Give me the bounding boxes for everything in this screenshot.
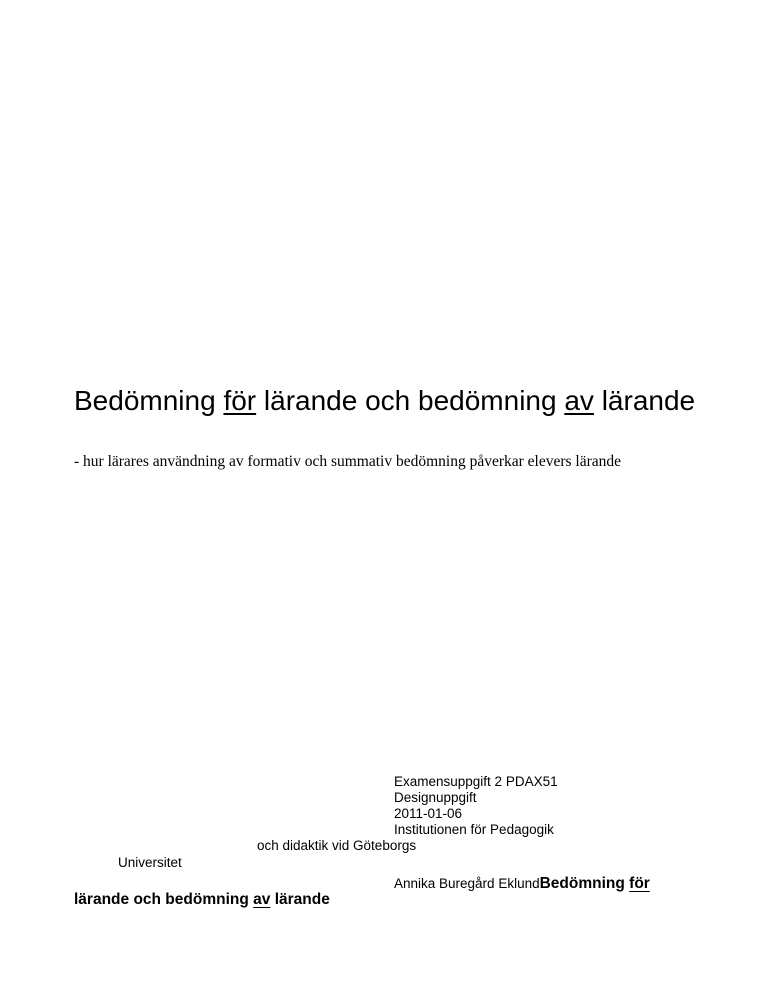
meta-assignment-type: Designuppgift	[394, 790, 477, 805]
running-title-part-3: lärande och bedömning	[74, 891, 254, 908]
meta-course-code: Examensuppgift 2 PDAX51	[394, 774, 558, 789]
title-part-5: lärande	[593, 385, 696, 416]
running-title-part-5: lärande	[270, 891, 330, 908]
document-subtitle: - hur lärares användning av formativ och summativ bedömning påverkar elevers lärande	[74, 453, 622, 470]
title-underlined-av: av	[564, 385, 594, 416]
meta-date: 2011-01-06	[394, 806, 463, 821]
running-title-underlined-for: för	[629, 875, 650, 892]
title-part-3: lärande och bedömning	[256, 385, 565, 416]
author-and-running-title	[394, 876, 650, 891]
meta-institution-line-2: och didaktik vid Göteborgs	[257, 838, 417, 853]
running-title-line-2	[74, 891, 330, 909]
title-underlined-for: för	[223, 385, 257, 416]
document-title	[74, 385, 714, 417]
title-part-1: Bedömning	[74, 385, 224, 416]
meta-author: Annika Buregård Eklund	[394, 876, 540, 891]
running-title-underlined-av: av	[253, 891, 271, 908]
meta-institution-line-1: Institutionen för Pedagogik	[394, 822, 554, 837]
running-title-part-1: Bedömning	[539, 875, 630, 892]
meta-institution-line-3: Universitet	[118, 855, 182, 870]
